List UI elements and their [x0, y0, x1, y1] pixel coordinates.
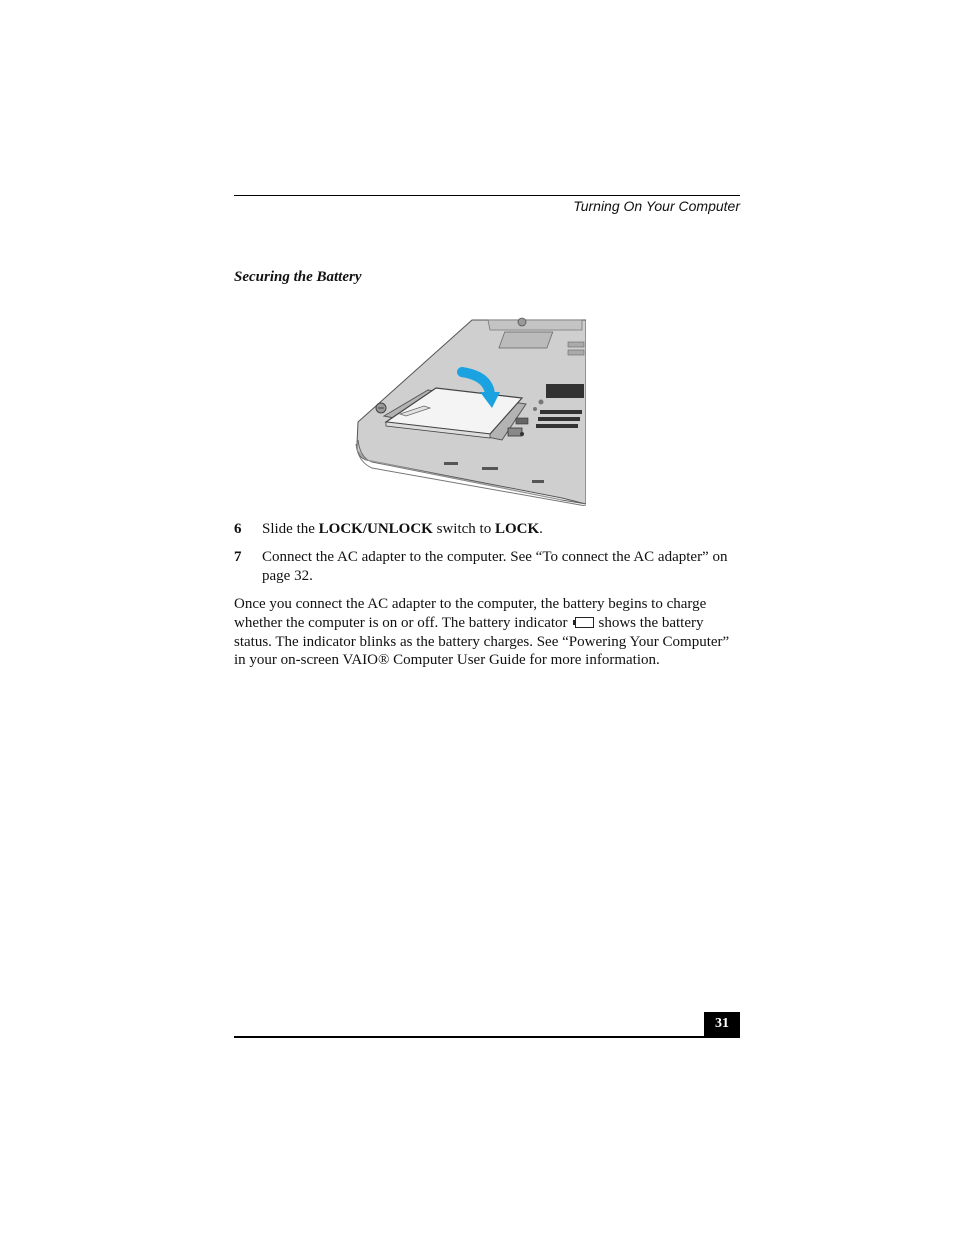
- step-text-part: Slide the: [262, 521, 319, 537]
- footer-rule: [234, 1036, 740, 1038]
- battery-installation-illustration: [350, 312, 586, 506]
- step-number: 7: [234, 549, 242, 565]
- battery-icon: [573, 617, 595, 628]
- lock-unlock-term: LOCK/UNLOCK: [318, 521, 433, 537]
- step-7: [234, 548, 734, 586]
- section-title: Securing the Battery: [234, 269, 362, 285]
- step-6: [234, 520, 734, 539]
- battery-charging-paragraph: [234, 595, 734, 670]
- step-text: [262, 520, 734, 539]
- running-head: Turning On Your Computer: [573, 198, 740, 214]
- paragraph-text: shows the battery status. The indicator blinks as the battery charges. See “Powering Your Computer” in your on-screen VAIO® Computer User Guide for more information.: [234, 614, 730, 669]
- paragraph-text: Once you connect the AC adapter to the computer, the battery begins to charge whether the computer is on or off. The battery indicator: [234, 596, 707, 631]
- page-number: 31: [704, 1012, 740, 1037]
- header-rule: [234, 195, 740, 196]
- lock-term: LOCK: [494, 521, 540, 537]
- step-text-part: switch to: [432, 521, 495, 537]
- step-number: 6: [234, 521, 242, 537]
- step-text: Connect the AC adapter to the computer. See “To connect the AC adapter” on page 32.: [262, 549, 728, 584]
- step-text-part: .: [539, 521, 543, 537]
